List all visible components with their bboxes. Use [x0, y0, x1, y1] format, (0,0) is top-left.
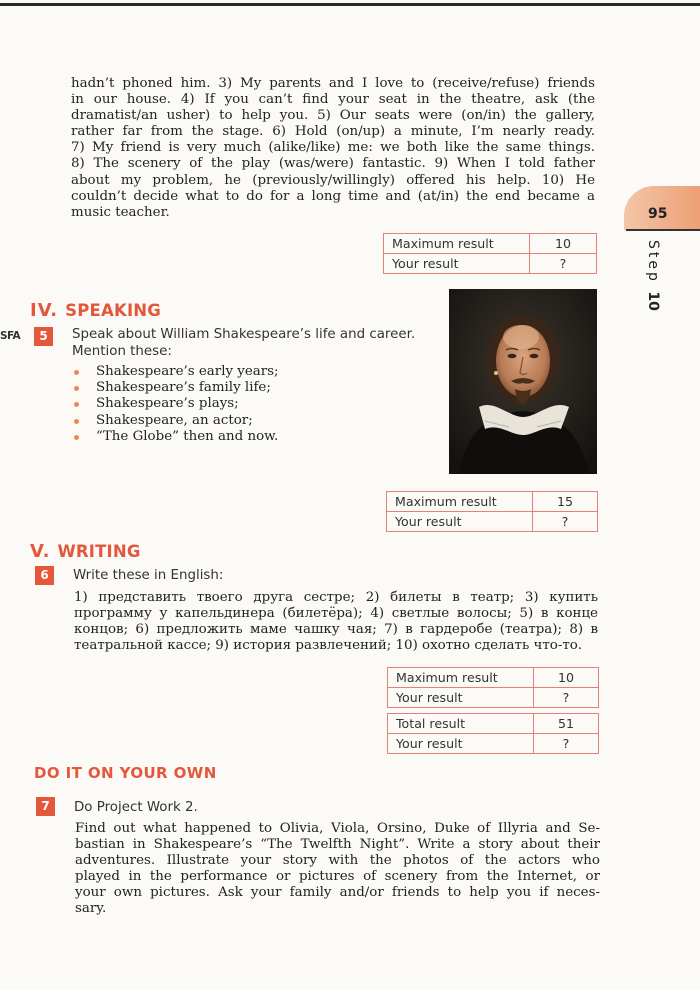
speaking-bullet-list [72, 364, 279, 445]
your-result-label: Your result [387, 512, 533, 532]
section-speaking-heading [30, 300, 161, 321]
portrait-illustration [449, 289, 597, 474]
text-line: your own pictures. Ask your family and/or friends to help you if neces- [75, 885, 600, 901]
text-line: adventures. Illustrate your story with the photos of the actors who [75, 853, 600, 869]
task-number-badge: 7 [36, 797, 55, 816]
text-line: in our house. 4) If you can’t find your seat in the theatre, ask (the [71, 92, 595, 108]
text-line: bastian in Shakespeare’s “The Twelfth Night”. Write a story about their [75, 837, 600, 853]
text-line: music teacher. [71, 204, 170, 220]
section-writing-heading [30, 541, 141, 562]
text-line: театральной кассе; 9) история развлечений; 10) охотно сделать что-то. [74, 638, 583, 654]
max-result-label: Maximum result [388, 668, 534, 688]
text-line: 7) My friend is very much (alike/like) me: we both like the same things. [71, 140, 595, 156]
your-result-value[interactable]: ? [533, 512, 598, 532]
result-table-3 [387, 667, 599, 708]
your-result-label: Your result [388, 688, 534, 708]
task-number-badge: 6 [35, 566, 54, 585]
task-line: Mention these: [72, 344, 172, 359]
your-result-label: Your result [384, 254, 530, 274]
task-6-instruction: Write these in English: [73, 568, 224, 583]
list-item: Shakespeare’s family life; [72, 380, 279, 396]
text-line: sary. [75, 901, 107, 917]
max-result-row [388, 668, 599, 688]
step-number: 10 [645, 291, 661, 311]
max-result-label: Maximum result [384, 234, 530, 254]
max-result-value: 10 [534, 668, 599, 688]
your-result-row [388, 688, 599, 708]
text-line: Find out what happened to Olivia, Viola, Orsino, Duke of Illyria and Se- [75, 821, 600, 836]
list-item: “The Globe” then and now. [72, 429, 279, 445]
result-table-2 [386, 491, 598, 532]
section-numeral: IV. [30, 300, 59, 321]
max-result-value: 10 [530, 234, 597, 254]
max-result-value: 15 [533, 492, 598, 512]
total-result-label: Total result [388, 714, 534, 734]
sfa-mark: SFA [0, 330, 21, 342]
step-label [645, 240, 661, 311]
list-item: Shakespeare’s plays; [72, 396, 279, 412]
task-number-badge: 5 [34, 327, 53, 346]
max-result-row [384, 234, 597, 254]
your-result-value[interactable]: ? [534, 734, 599, 754]
section-numeral: V. [30, 541, 51, 562]
task-line: Speak about William Shakespeare’s life and career. [72, 327, 416, 342]
text-line: played in the performance or pictures of scenery from the Internet, or [75, 869, 600, 885]
your-result-row [387, 512, 598, 532]
text-line: программу у капельдинера (билетёра); 4) светлые волосы; 5) в конце [74, 606, 598, 622]
text-line: 8) The scenery of the play (was/were) fantastic. 9) When I told father [71, 156, 595, 172]
text-line: couldn’t decide what to do for a long time and (at/in) the end became a [71, 188, 595, 204]
text-line: концов; 6) предложить маме чашку чая; 7) в гардеробе (театра); 8) в [74, 622, 598, 638]
step-word: Step [645, 240, 661, 284]
text-line: hadn’t phoned him. 3) My parents and I love to (receive/refuse) friends [71, 76, 595, 91]
text-line: 1) представить твоего друга сестре; 2) билеты в театр; 3) купить [74, 590, 598, 605]
total-result-value: 51 [534, 714, 599, 734]
shakespeare-portrait [449, 289, 597, 474]
section-title: SPEAKING [65, 301, 162, 320]
your-result-label: Your result [388, 734, 534, 754]
your-result-row [384, 254, 597, 274]
max-result-label: Maximum result [387, 492, 533, 512]
text-line: dramatist/an usher) to help you. 5) Our seats were (on/in) the gallery, [71, 108, 595, 124]
task-7-instruction: Do Project Work 2. [74, 800, 198, 815]
your-result-value[interactable]: ? [530, 254, 597, 274]
section-own-heading: DO IT ON YOUR OWN [34, 764, 217, 782]
text-line: rather far from the stage. 6) Hold (on/up) a minute, I’m nearly ready. [71, 124, 595, 140]
writing-russian-phrases [74, 590, 598, 654]
max-result-row [387, 492, 598, 512]
result-table-1 [383, 233, 597, 274]
page-number: 95 [648, 206, 668, 222]
task-5-instruction [72, 326, 415, 360]
exercise-continued-text [71, 76, 595, 221]
list-item: Shakespeare’s early years; [72, 364, 279, 380]
text-line: about my problem, he (previously/willingly) offered his help. 10) He [71, 172, 595, 188]
your-result-value[interactable]: ? [534, 688, 599, 708]
section-title: WRITING [57, 542, 141, 561]
total-result-table [387, 713, 599, 754]
project-work-text [75, 821, 600, 918]
your-result-row [388, 734, 599, 754]
total-result-row [388, 714, 599, 734]
list-item: Shakespeare, an actor; [72, 413, 279, 429]
page-tab-rule [626, 229, 700, 231]
top-rule [0, 3, 700, 6]
